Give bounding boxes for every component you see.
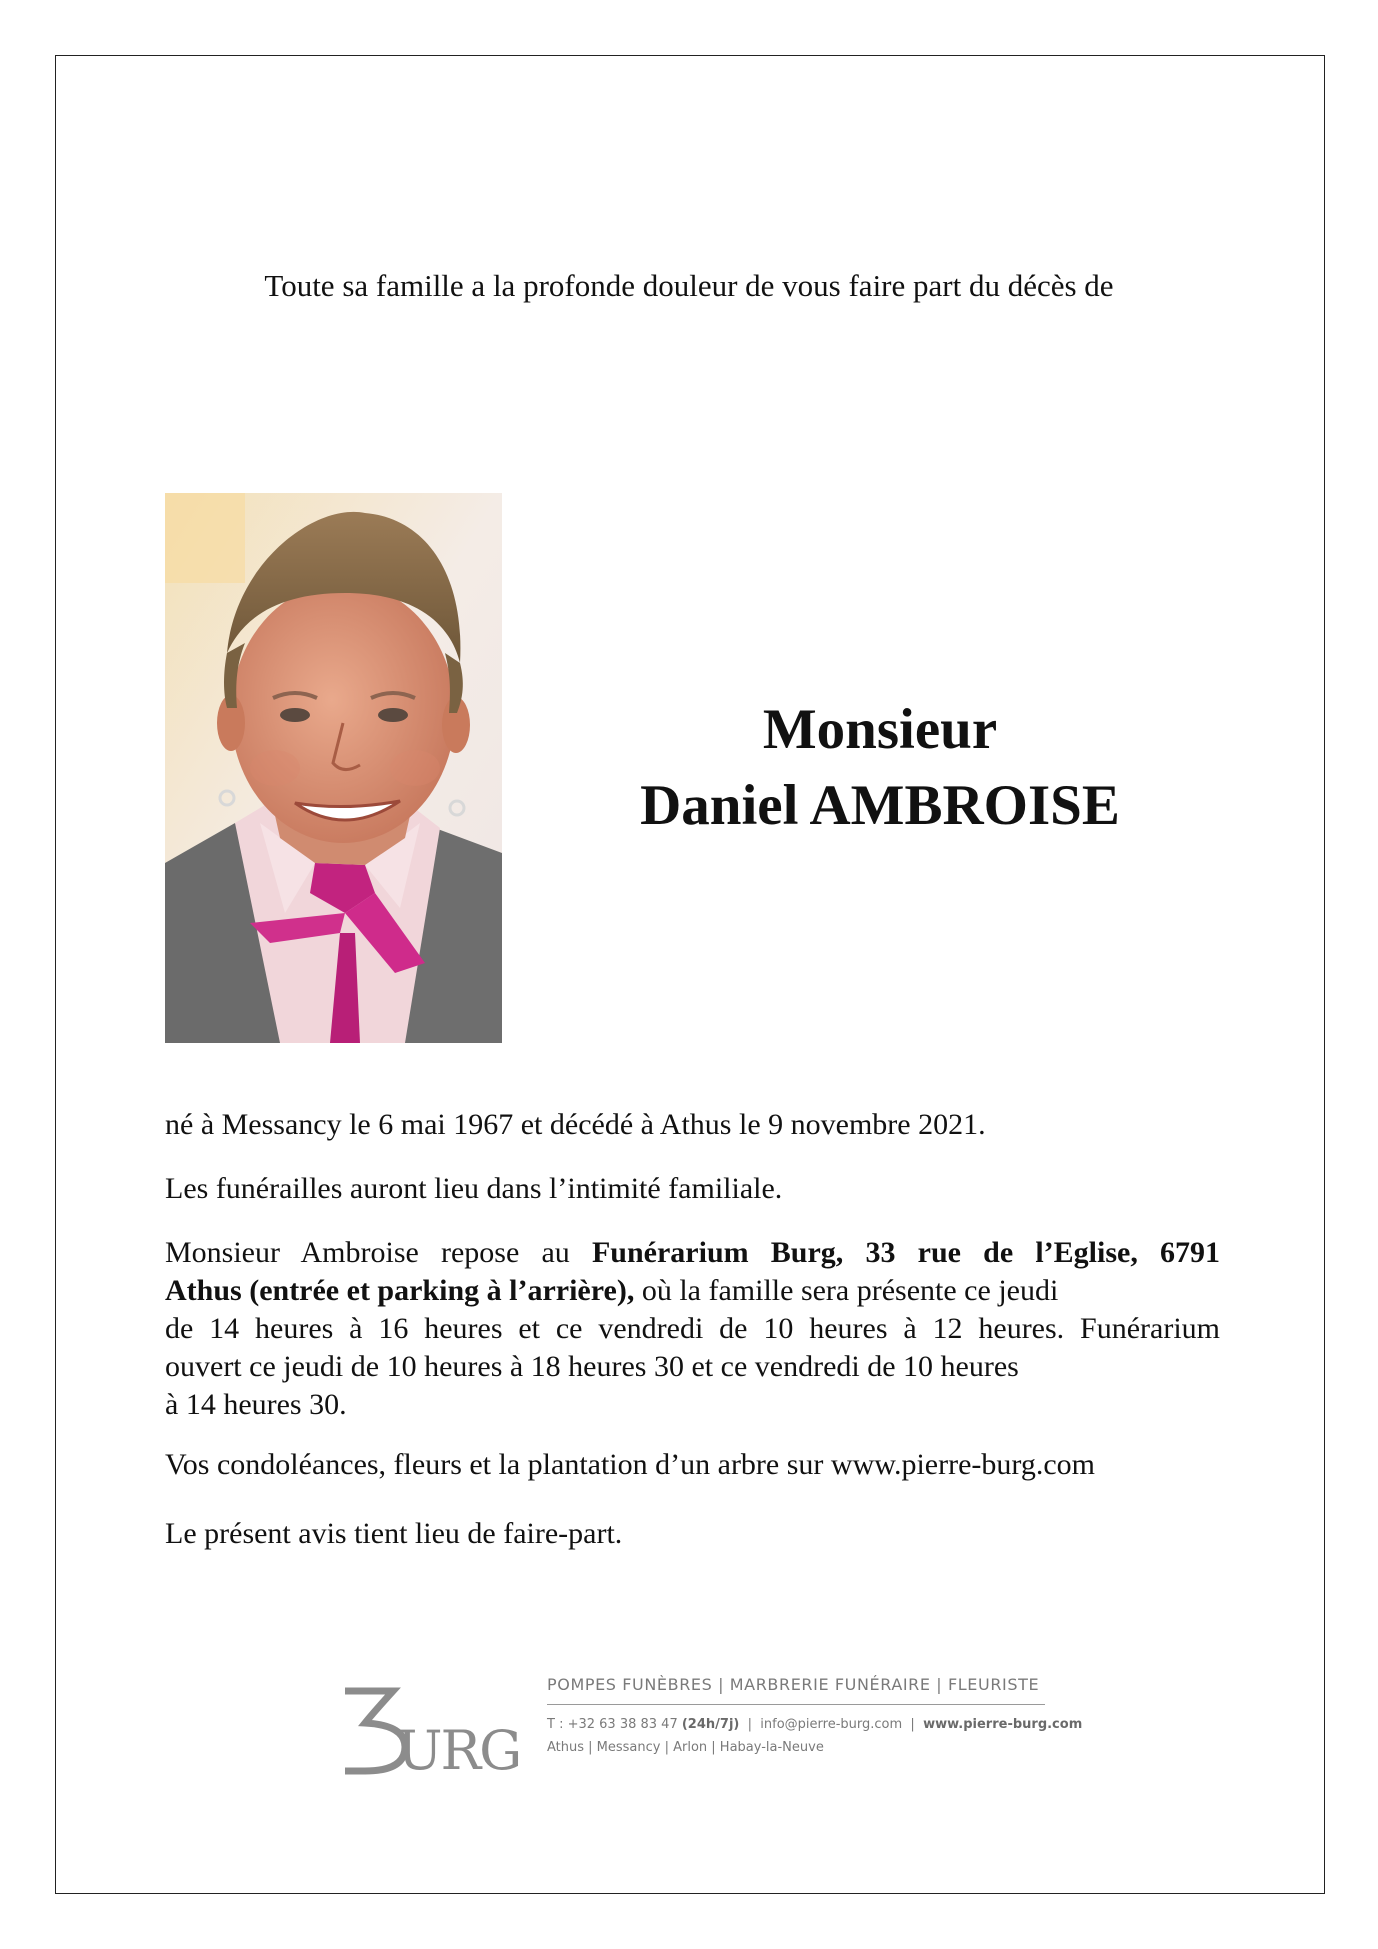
footer-website-link[interactable]: www.pierre-burg.com [923,1717,1083,1732]
repose-line-2 [165,1272,1220,1310]
repose-line-3: de 14 heures à 16 heures et ce vendredi de 10 heures à 12 heures. Funérarium [165,1312,1220,1345]
intro-text: Toute sa famille a la profonde douleur de vous faire part du décès de [264,268,1114,303]
footer-contact [547,1717,1083,1732]
repose-paragraph [165,1234,1220,1424]
svg-text:URG: URG [397,1719,521,1782]
repose-line-1-plain: Monsieur Ambroise repose au [165,1236,592,1269]
footer-info [547,1675,1083,1755]
funeral-note: Les funérailles auront lieu dans l’intimité familiale. [165,1172,783,1205]
condolences-text: Vos condoléances, fleurs et la plantation d’un arbre sur www.pierre-burg.com [165,1448,1095,1481]
footer-services: POMPES FUNÈBRES | MARBRERIE FUNÉRAIRE | FLEURISTE [547,1675,1045,1705]
repose-line-1-bold: Funérarium Burg, 33 rue de l’Eglise, 6791 [591,1236,1220,1269]
deceased-name: Daniel AMBROISE [640,774,1120,837]
footer [335,1675,1083,1785]
birth-death-text: né à Messancy le 6 mai 1967 et décédé à Athus le 9 novembre 2021. [165,1108,986,1141]
deceased-name-block [560,692,1200,844]
footer-phone-hours: (24h/7j) [681,1717,740,1732]
repose-line-2-plain: où la famille sera présente ce jeudi [634,1274,1059,1307]
footer-separator: | [743,1717,757,1732]
footer-phone: T : +32 63 38 83 47 [547,1717,678,1732]
repose-line-1 [165,1234,1220,1272]
portrait-photo [165,493,502,1043]
repose-line-5: à 14 heures 30. [165,1388,347,1421]
burg-logo [335,1683,521,1782]
deceased-title: Monsieur [762,698,998,761]
repose-line-2-bold: Athus (entrée et parking à l’arrière), [165,1274,635,1307]
notice-text: Le présent avis tient lieu de faire-part. [165,1517,623,1550]
repose-line-4: ouvert ce jeudi de 10 heures à 18 heures 30 et ce vendredi de 10 heures [165,1350,1019,1383]
footer-email-link[interactable]: info@pierre-burg.com [760,1717,903,1732]
footer-separator: | [906,1717,919,1732]
footer-locations: Athus | Messancy | Arlon | Habay-la-Neuve [547,1740,824,1755]
